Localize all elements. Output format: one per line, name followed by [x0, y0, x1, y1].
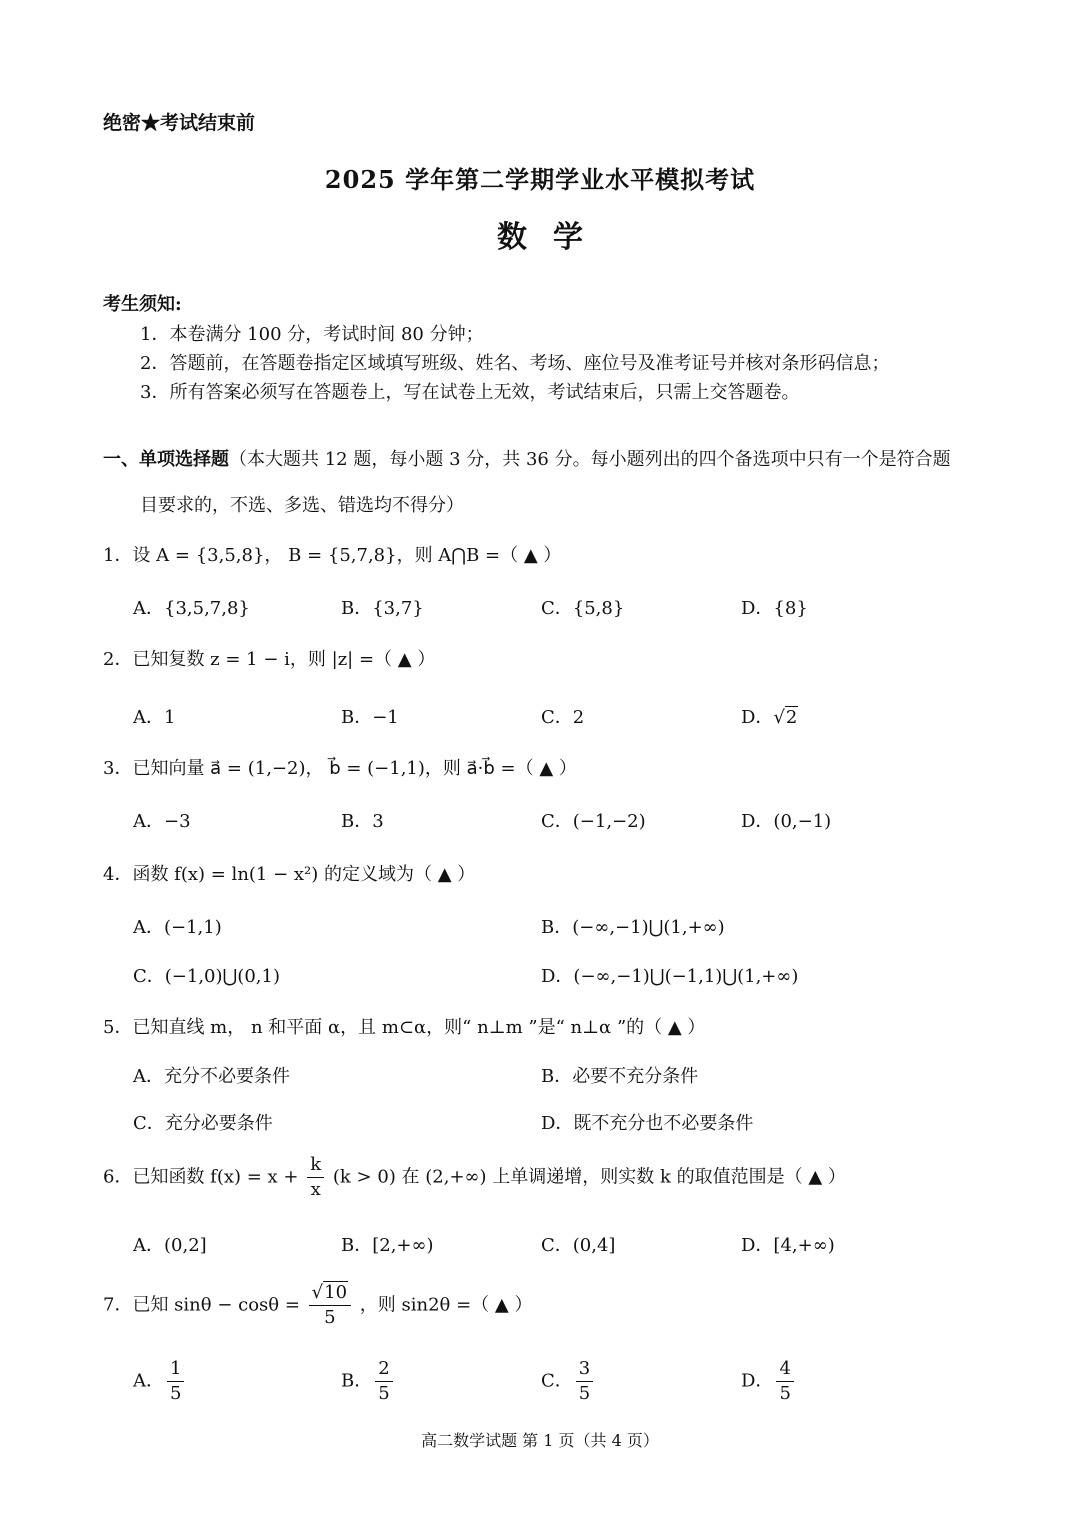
notice-heading: 考生须知:	[103, 294, 182, 315]
fraction-denominator: 5	[578, 1383, 591, 1404]
question-6-option-b: B．[2,+∞)	[341, 1235, 434, 1256]
section-heading	[103, 445, 951, 471]
question-2-option-a: A．1	[133, 707, 176, 728]
question-4-option-c: C．(−1,0)⋃(0,1)	[133, 966, 280, 987]
fraction-denominator: 5	[378, 1383, 390, 1404]
question-3-stem: 3．已知向量 a⃗ = (1,−2)， b⃗ = (−1,1)，则 a⃗·b⃗ =（ ▲ ）	[103, 758, 577, 779]
question-7-stem	[103, 1284, 532, 1327]
fraction	[167, 1360, 184, 1403]
question-5-option-b: B．必要不充分条件	[541, 1066, 699, 1087]
section-title: 一、单项选择题	[103, 449, 229, 470]
option-label: B．	[341, 1370, 373, 1392]
question-7-option-c	[541, 1360, 596, 1403]
question-2-stem: 2．已知复数 z = 1 − i，则 |z| =（ ▲ ）	[103, 649, 436, 670]
question-1-stem: 1．设 A = {3,5,8}， B = {5,7,8}，则 A⋂B =（ ▲ ）	[103, 545, 562, 566]
fraction	[576, 1360, 593, 1403]
section-desc-cont: 目要求的，不选、多选、错选均不得分）	[140, 495, 464, 516]
question-6-stem	[103, 1156, 846, 1199]
fraction-denominator: 5	[779, 1383, 791, 1404]
question-3-option-b: B．3	[341, 811, 384, 832]
question-4-stem: 4．函数 f(x) = ln(1 − x²) 的定义域为（ ▲ ）	[103, 864, 476, 885]
question-5-option-a: A．充分不必要条件	[133, 1066, 290, 1087]
fraction-numerator: 2	[375, 1360, 392, 1382]
notice-item: 3．所有答案必须写在答题卷上，写在试卷上无效，考试结束后，只需上交答题卷。	[140, 382, 800, 403]
section-desc: （本大题共 12 题，每小题 3 分，共 36 分。每小题列出的四个备选项中只有一个是符合题	[229, 449, 951, 470]
question-6-option-a: A．(0,2]	[133, 1235, 207, 1256]
option-label: D．	[741, 707, 774, 728]
question-7-option-a	[133, 1360, 187, 1403]
subject-title: 数学	[497, 220, 609, 255]
fraction-numerator: 1	[167, 1360, 184, 1382]
question-1-option-a: A．{3,5,7,8}	[133, 598, 250, 619]
question-5-option-c: C．充分必要条件	[133, 1113, 273, 1134]
fraction-denominator: x	[310, 1179, 321, 1200]
fraction-numerator: 3	[576, 1360, 593, 1382]
stem-text: (k > 0) 在 (2,+∞) 上单调递增，则实数 k 的取值范围是（ ▲ ）	[332, 1166, 846, 1188]
question-3-option-a: A．−3	[133, 811, 191, 832]
question-1-option-c: C．{5,8}	[541, 598, 625, 619]
question-4-option-b: B．(−∞,−1)⋃(1,+∞)	[541, 917, 725, 938]
fraction-denominator: 5	[170, 1383, 182, 1404]
question-3-option-d: D．(0,−1)	[741, 811, 832, 832]
exam-title: 2025 学年第二学期学业水平模拟考试	[324, 165, 756, 194]
page-footer: 高二数学试题 第 1 页（共 4 页）	[421, 1431, 659, 1450]
notice-item: 1．本卷满分 100 分，考试时间 80 分钟；	[140, 324, 484, 345]
fraction-numerator: 4	[776, 1360, 793, 1382]
fraction	[375, 1360, 392, 1403]
question-4-option-d: D．(−∞,−1)⋃(−1,1)⋃(1,+∞)	[541, 966, 799, 987]
fraction	[309, 1284, 351, 1327]
fraction-numerator	[309, 1284, 351, 1306]
option-label: D．	[741, 1370, 774, 1392]
question-6-option-c: C．(0,4]	[541, 1235, 616, 1256]
confidential-label: 绝密★考试结束前	[103, 112, 256, 134]
question-5-option-d: D．既不充分也不必要条件	[541, 1113, 754, 1134]
fraction-numerator: k	[307, 1156, 324, 1178]
sqrt-value: 2	[785, 707, 798, 728]
fraction	[307, 1156, 324, 1199]
sqrt-symbol: √	[773, 707, 785, 728]
stem-text: ，则 sin2θ =（ ▲ ）	[359, 1294, 533, 1316]
question-5-stem: 5．已知直线 m， n 和平面 α，且 m⊂α，则“ n⊥m ”是“ n⊥α ”的（ ▲ ）	[103, 1017, 706, 1038]
question-3-option-c: C．(−1,−2)	[541, 811, 646, 832]
question-2-option-c: C．2	[541, 707, 585, 728]
question-1-option-b: B．{3,7}	[341, 598, 424, 619]
notice-item: 2．答题前，在答题卷指定区域填写班级、姓名、考场、座位号及准考证号并核对条形码信息；	[140, 353, 890, 374]
sqrt-value: 10	[324, 1282, 348, 1303]
option-label: A．	[133, 1370, 164, 1392]
sqrt-symbol: √	[311, 1282, 324, 1303]
stem-text: 6．已知函数 f(x) = x +	[103, 1166, 299, 1188]
question-2-option-b: B．−1	[341, 707, 399, 728]
question-4-option-a: A．(−1,1)	[133, 917, 222, 938]
fraction-denominator: 5	[324, 1307, 336, 1328]
option-label: C．	[541, 1370, 573, 1392]
question-1-option-d: D．{8}	[741, 598, 808, 619]
question-6-option-d: D．[4,+∞)	[741, 1235, 835, 1256]
question-7-option-b	[341, 1360, 396, 1403]
fraction	[776, 1360, 793, 1403]
question-2-option-d	[741, 703, 798, 729]
question-7-option-d	[741, 1360, 797, 1403]
stem-text: 7．已知 sinθ − cosθ =	[103, 1294, 300, 1316]
